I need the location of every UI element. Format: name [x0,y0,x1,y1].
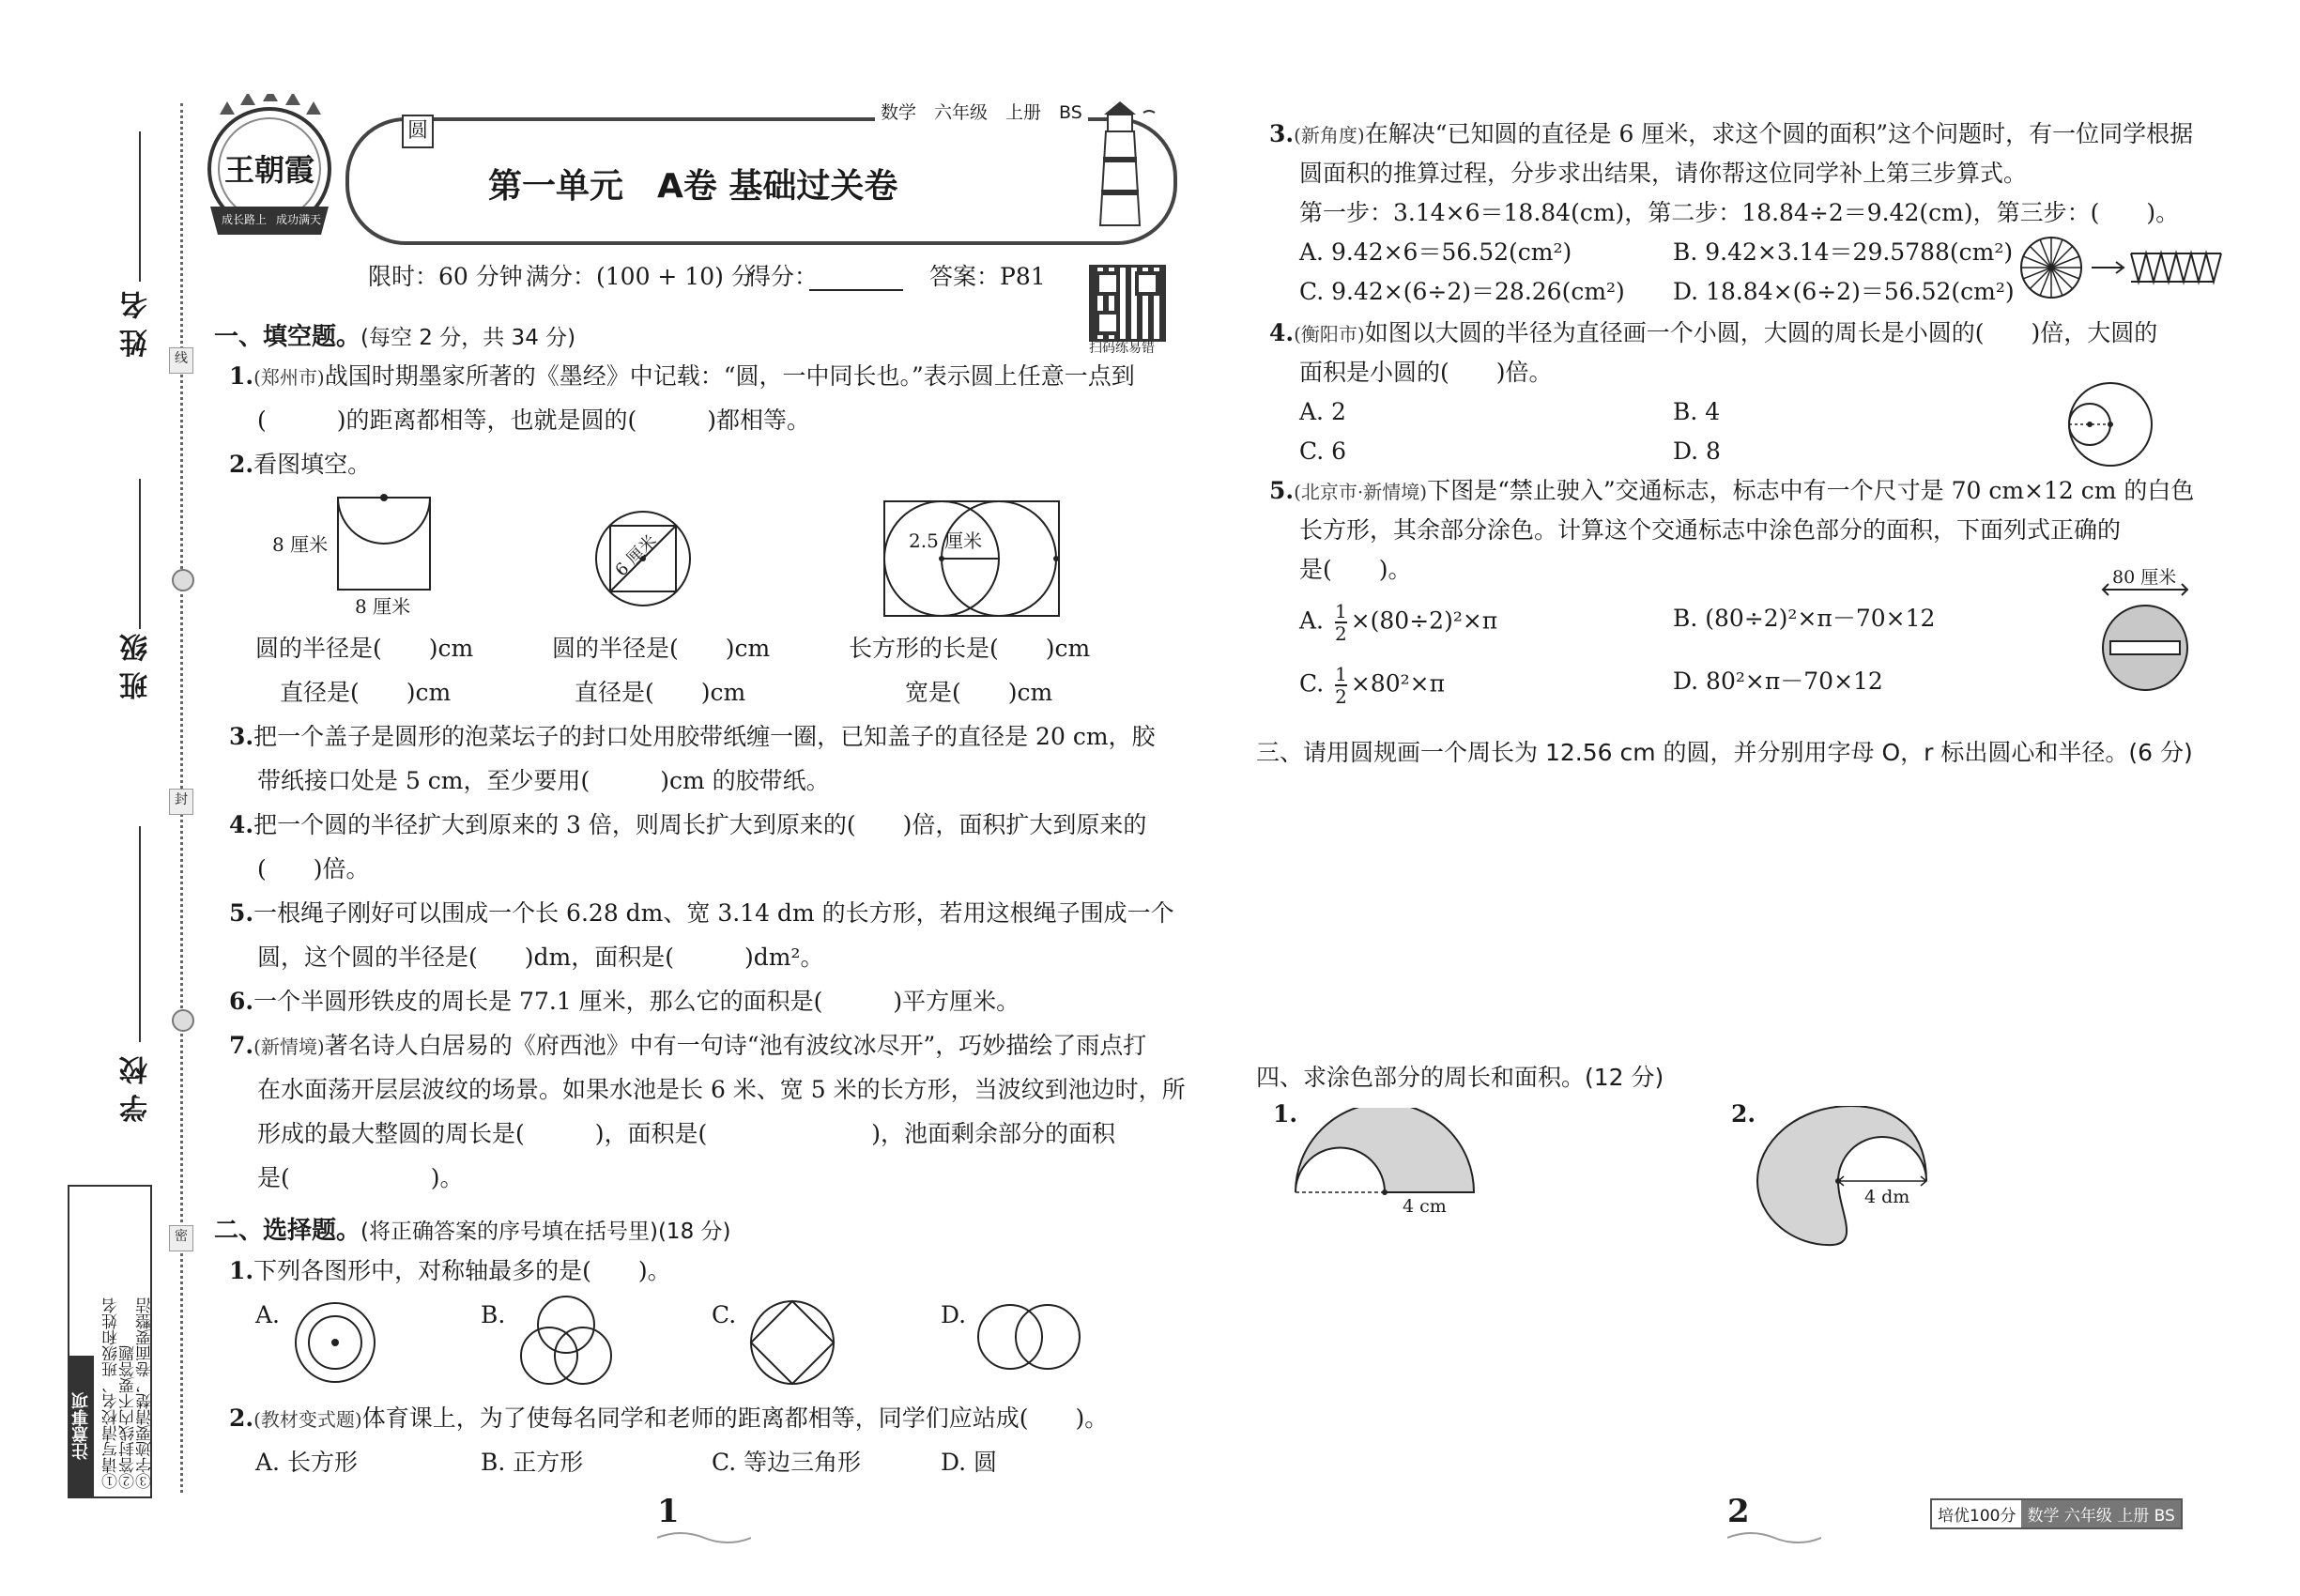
q2-1-opt-d-label: D. [941,1301,967,1328]
unit-badge: 圆 [402,115,434,148]
s4-fig2-num: 2. [1731,1100,1756,1128]
page-number-right: 2 [1727,1493,1750,1530]
name-label: 姓 名 [120,291,153,358]
q2-2-opt-c[interactable]: C. 等边三角形 [712,1449,862,1476]
q2-1-opt-a-figure [293,1300,377,1389]
section-4-title: 四、求涂色部分的周长和面积。(12 分) [1256,1064,1664,1091]
q2-4-opt-a[interactable]: A. 2 [1299,398,1346,425]
q2-1-opt-b-label: B. [481,1301,506,1328]
fig-label: 4 cm [1403,1196,1447,1217]
q1-2-ans-b1: 圆的半径是( )cm [552,635,771,662]
header-meta: 数学 六年级 上册 BS [875,99,1088,124]
qr-caption: 扫码练易错 [1089,341,1155,356]
page-title: 第一单元 A卷 基础过关卷 [488,167,898,206]
q1-2-ans-b2: 直径是( )cm [575,679,746,706]
figure-square-semicircle [263,488,451,623]
school-label: 学 校 [120,1056,153,1123]
class-label: 班 级 [120,634,153,700]
q1-2-ans-a1: 圆的半径是( )cm [255,635,474,662]
q2-5-opt-a[interactable]: A. $\frac{1}{2}$ ×(80÷2)²×π [1299,600,1498,645]
footer-tag-meta: 数学 六年级 上册 BS [2021,1500,2180,1527]
fig-label: 4 dm [1864,1187,1910,1207]
binding-gutter [0,0,197,1596]
q2-4-line1: 4.(衡阳市)如图以大圆的半径为直径画一个小圆，大圆的周长是小圆的( )倍，大圆的 [1269,319,2158,346]
q2-3-opt-b[interactable]: B. 9.42×3.14＝29.5788(cm²) [1673,238,2014,266]
q1-6-line1: 6.一个半圆形铁皮的周长是 77.1 厘米，那么它的面积是( )平方厘米。 [229,988,1020,1015]
answer-ref: 答案：P81 [929,263,1046,290]
figure-nested-circles [2065,379,2155,473]
q2-5-line3: 是( )。 [1299,556,1412,583]
q2-1-opt-c-label: C. [712,1301,737,1328]
q2-3-line1: 3.(新角度)在解决“已知圆的直径是 6 厘米，求这个圆的面积”这个问题时，有一位同学根据 [1269,120,2194,147]
time-limit: 限时：60 分钟 [368,263,523,290]
fig-label: 8 厘米 [355,595,411,618]
full-score: 满分：(100 + 10) 分 [526,263,755,290]
fig-label: 2.5 厘米 [909,529,983,552]
notice-item: ①请写清校名、班级和姓名 [102,1297,121,1489]
q2-3-line3: 第一步：3.14×6＝18.84(cm)，第二步：18.84÷2＝9.42(cm)，第三步：( )。 [1299,199,2180,226]
page-swirl [657,1528,751,1551]
q2-3-line2: 圆面积的推算过程，分步求出结果，请你帮这位同学补上第三步算式。 [1299,160,2028,187]
cut-mark: 线 [169,347,193,374]
q1-2-ans-a2: 直径是( )cm [280,679,452,706]
q1-7-line1: 7.(新情境)著名诗人白居易的《府西池》中有一句诗“池有波纹冰尽开”，巧妙描绘了雨点打 [229,1032,1147,1059]
q2-1-stem: 1.下列各图形中，对称轴最多的是( )。 [229,1257,671,1284]
q1-1-line1: 1.(郑州市)战国时期墨家所著的《墨经》中记载：“圆，一中同长也。”表示圆上任意一点到 [229,362,1135,390]
score-label: 得分： [747,263,819,290]
q2-2-opt-b[interactable]: B. 正方形 [481,1449,584,1476]
q2-3-opt-a[interactable]: A. 9.42×6＝56.52(cm²) [1299,238,1572,266]
q2-4-opt-d[interactable]: D. 8 [1673,437,1721,465]
section-3-title: 三、请用圆规画一个周长为 12.56 cm 的圆，并分别用字母 O，r 标出圆心和半径。(6 分) [1256,739,2193,766]
q2-5-opt-b[interactable]: B. (80÷2)²×π－70×12 [1673,605,1936,632]
footer-tag [1930,1498,2183,1529]
binding-hole [172,569,194,591]
q2-5-opt-d[interactable]: D. 80²×π－70×12 [1673,668,1883,695]
figure-rect-two-circles [881,498,1063,623]
brand-slogan: 成功满天 [276,213,322,226]
q2-2-opt-d[interactable]: D. 圆 [941,1449,998,1476]
q1-4-line1: 4.把一个圆的半径扩大到原来的 3 倍，则周长扩大到原来的( )倍，面积扩大到原来的 [229,811,1147,838]
q2-5-line2: 长方形，其余部分涂色。计算这个交通标志中涂色部分的面积，下面列式正确的 [1299,516,2122,544]
q1-2-stem: 2.看图填空。 [229,451,372,478]
notice-title: 注意事项 [69,1356,94,1496]
q1-7-line4: 是( )。 [257,1164,464,1191]
cut-mark: 封 [169,789,193,815]
q2-2-opt-a[interactable]: A. 长方形 [255,1449,358,1476]
drawing-area[interactable] [1256,779,2195,1033]
figure-shaded-arch-1 [1286,1108,1493,1217]
q2-1-opt-b-figure [514,1292,618,1399]
q2-2-stem: 2.(教材变式题)体育课上，为了使每名同学和老师的距离都相等，同学们应站成( )。 [229,1404,1109,1432]
brand-name: 王朝霞 [223,152,314,188]
score-blank[interactable] [809,289,903,291]
notice-box [68,1185,155,1498]
name-blank-line [139,131,141,282]
figure-no-entry-sign [2093,569,2197,704]
q2-1-opt-a-label: A. [255,1301,281,1328]
q2-4-opt-c[interactable]: C. 6 [1299,437,1347,465]
q1-5-line1: 5.一根绳子刚好可以围成一个长 6.28 dm、宽 3.14 dm 的长方形，若用这根绳子围成一个 [229,899,1174,927]
figure-circle-square [591,507,695,614]
brand-slogan: 成长路上 [222,213,268,226]
qr-code[interactable] [1089,265,1166,342]
q1-3-line1: 3.把一个盖子是圆形的泡菜坛子的封口处用胶带纸缠一圈，已知盖子的直径是 20 cm，胶 [229,723,1156,750]
notice-item: ②答封线内不要答题 [119,1345,138,1489]
q2-4-line2: 面积是小圆的( )倍。 [1299,359,1553,386]
q2-1-opt-d-figure [974,1301,1083,1376]
q1-3-line2: 带纸接口处是 5 cm，至少要用( )cm 的胶带纸。 [257,767,830,794]
q1-7-line2: 在水面荡开层层波纹的场景。如果水池是长 6 米、宽 5 米的长方形，当波纹到池边时，所 [257,1076,1186,1103]
q1-7-line3: 形成的最大整圆的周长是( )，面积是( )，池面剩余部分的面积 [257,1120,1116,1147]
notice-item: ③字迹要清楚，卷面要整洁 [136,1297,155,1489]
q2-1-opt-c-figure [747,1297,837,1391]
fraction: $\frac{1}{2}$ [1335,663,1347,708]
footer-tag-brand: 培优100分 [1932,1500,2021,1527]
q2-3-opt-c[interactable]: C. 9.42×(6÷2)＝28.26(cm²) [1299,278,1625,305]
fig-label: 8 厘米 [272,533,329,556]
page-number-left: 1 [657,1493,680,1530]
cut-mark: 密 [169,1225,193,1251]
fig-label: 6 厘米 [611,530,661,581]
q1-5-line2: 圆，这个圆的半径是( )dm，面积是( )dm²。 [257,944,824,971]
q1-4-line2: ( )倍。 [257,855,370,882]
s4-fig1-num: 1. [1273,1100,1298,1128]
q2-4-opt-b[interactable]: B. 4 [1673,398,1721,425]
figure-circle-to-rectangle [2018,235,2225,304]
figure-shaded-shape-2 [1748,1106,1936,1251]
q1-1-line2: ( )的距离都相等，也就是圆的( )都相等。 [257,407,811,434]
q2-5-line1: 5.(北京市·新情境)下图是“禁止驶入”交通标志，标志中有一个尺寸是 70 cm×12 cm 的白色 [1269,477,2195,504]
section-2-title: 二、选择题。(将正确答案的序号填在括号里)(18 分) [214,1217,731,1245]
fraction: $\frac{1}{2}$ [1334,600,1347,645]
section-1-title: 一、填空题。(每空 2 分，共 34 分) [214,323,576,351]
q2-5-opt-c[interactable]: C. $\frac{1}{2}$ ×80²×π [1299,663,1446,708]
lighthouse-icon [1078,94,1162,238]
q2-3-opt-d[interactable]: D. 18.84×(6÷2)＝56.52(cm²) [1673,278,2015,305]
q1-2-ans-c1: 长方形的长是( )cm [849,635,1091,662]
binding-hole [172,1009,194,1032]
page-swirl [1727,1528,1821,1551]
fig-label: 80 厘米 [2112,567,2177,588]
school-blank-line [139,826,141,1042]
brand-logo [199,94,340,244]
q1-2-ans-c2: 宽是( )cm [905,679,1053,706]
class-blank-line [139,479,141,629]
